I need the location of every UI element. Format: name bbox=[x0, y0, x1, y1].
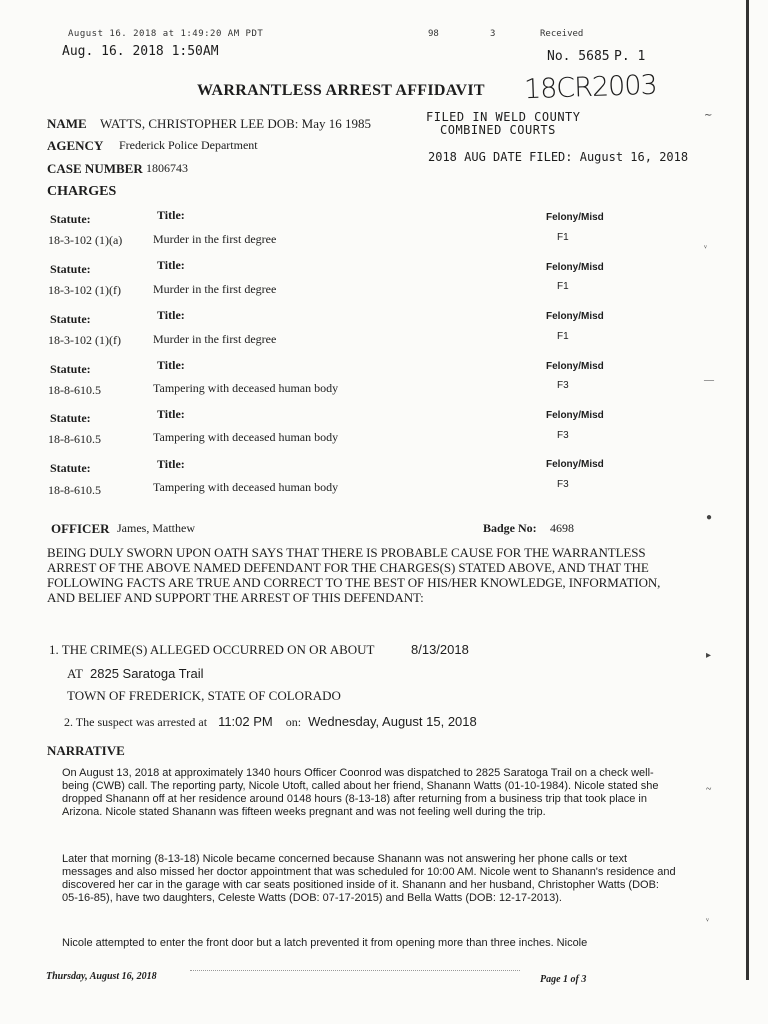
filed-stamp-line2: COMBINED COURTS bbox=[440, 123, 556, 137]
fax-header-mid2: 3 bbox=[490, 29, 496, 39]
statute-label: Statute: bbox=[50, 312, 91, 326]
statute-value: 18-3-102 (1)(a) bbox=[48, 233, 123, 247]
arrest-date: Wednesday, August 15, 2018 bbox=[308, 714, 477, 729]
arrest-time: 11:02 PM bbox=[218, 714, 273, 729]
narrative-paragraph: Nicole attempted to enter the front door but a latch prevented it from opening more than three inches. Nicole bbox=[62, 937, 588, 949]
crime-occurred-label: 1. THE CRIME(S) ALLEGED OCCURRED ON OR ABOUT bbox=[49, 642, 375, 657]
at-label: AT bbox=[67, 666, 83, 681]
scan-speck: ~ bbox=[706, 784, 712, 795]
document-title: WARRANTLESS ARREST AFFIDAVIT bbox=[197, 82, 485, 99]
title-label: Title: bbox=[157, 407, 185, 421]
charge-class: F3 bbox=[557, 479, 569, 490]
case-number-value: 1806743 bbox=[146, 161, 188, 175]
footer-date: Thursday, August 16, 2018 bbox=[46, 971, 157, 982]
case-number-label: CASE NUMBER bbox=[47, 161, 143, 176]
crime-town: TOWN OF FREDERICK, STATE OF COLORADO bbox=[67, 688, 341, 703]
charge-title: Tampering with deceased human body bbox=[153, 381, 339, 395]
scan-speck: ᵛ bbox=[706, 916, 709, 927]
fax-date-time: Aug. 16. 2018 1:50AM bbox=[62, 44, 219, 59]
agency-label: AGENCY bbox=[47, 138, 104, 153]
badge-label: Badge No: bbox=[483, 521, 537, 535]
fax-header-cut-text: August 16. 2018 at 1:49:20 AM PDT bbox=[68, 29, 264, 39]
fax-number: No. 5685 bbox=[547, 49, 610, 64]
charge-title: Tampering with deceased human body bbox=[153, 480, 339, 494]
fax-page: P. 1 bbox=[614, 49, 646, 64]
narrative-paragraph: Later that morning (8-13-18) Nicole became concerned because Shanann was not answering her phone calls or text messages and also missed her doctor appointment that was scheduled for 10:00 AM. Nicole went to Shanann's residence and discovered her car in the garage with car seats positioned inside of it. Shanann and her husband, Christopher Watts (DOB: 05-16-85), have two daughters, Celeste Watts (DOB: 07-17-2015) and Bella Watts (DOB: 12-17-2013). bbox=[62, 853, 676, 904]
name-value: WATTS, CHRISTOPHER LEE DOB: May 16 1985 bbox=[100, 116, 371, 131]
arrest-text: 2. The suspect was arrested at bbox=[64, 715, 208, 729]
title-label: Title: bbox=[157, 358, 185, 372]
filed-stamp-line1: FILED IN WELD COUNTY bbox=[426, 110, 581, 124]
narrative-heading: NARRATIVE bbox=[47, 743, 125, 758]
badge-number: 4698 bbox=[550, 521, 574, 535]
handwritten-case-number: 18CR2003 bbox=[523, 69, 658, 106]
scan-edge-line bbox=[746, 0, 749, 980]
felony-misd-label: Felony/Misd bbox=[546, 361, 604, 372]
date-filed-stamp: 2018 AUG DATE FILED: August 16, 2018 bbox=[428, 150, 689, 164]
charges-heading: CHARGES bbox=[47, 184, 117, 199]
charge-class: F1 bbox=[557, 331, 569, 342]
charge-class: F3 bbox=[557, 380, 569, 391]
name-label: NAME bbox=[47, 116, 87, 131]
title-label: Title: bbox=[157, 308, 185, 322]
fax-header-received: Received bbox=[540, 29, 584, 39]
charge-title: Tampering with deceased human body bbox=[153, 430, 339, 444]
felony-misd-label: Felony/Misd bbox=[546, 410, 604, 421]
scan-speck: ᵛ bbox=[704, 243, 707, 254]
title-label: Title: bbox=[157, 208, 185, 222]
scan-speck: — bbox=[704, 375, 714, 386]
charge-title: Murder in the first degree bbox=[153, 332, 277, 346]
narrative-paragraph: On August 13, 2018 at approximately 1340 hours Officer Coonrod was dispatched to 2825 Saratoga Trail on a check well-being (CWB) call. The reporting party, Nicole Utoft, called about her friend, Shanann Watts (01-10-1984). Nicole stated she dropped Shanann off at her residence around 0148 hours (8-13-18) after returning from a business trip that took place in Arizona. Nicole stated Shanann was fifteen weeks pregnant and was not feeling well during the trip. bbox=[62, 767, 659, 818]
charge-class: F3 bbox=[557, 430, 569, 441]
crime-address: 2825 Saratoga Trail bbox=[90, 666, 204, 681]
officer-name: James, Matthew bbox=[117, 521, 195, 535]
arrest-line bbox=[64, 714, 477, 730]
statute-label: Statute: bbox=[50, 461, 91, 475]
statute-label: Statute: bbox=[50, 362, 91, 376]
title-label: Title: bbox=[157, 457, 185, 471]
statute-value: 18-8-610.5 bbox=[48, 432, 101, 446]
scan-speck: ▸ bbox=[706, 650, 712, 661]
statute-label: Statute: bbox=[50, 212, 91, 226]
officer-label: OFFICER bbox=[51, 521, 110, 536]
title-label: Title: bbox=[157, 258, 185, 272]
charge-class: F1 bbox=[557, 232, 569, 243]
footer-divider bbox=[190, 970, 520, 971]
statute-value: 18-8-610.5 bbox=[48, 483, 101, 497]
scan-speck: ∼ bbox=[704, 110, 713, 121]
fax-header-mid: 98 bbox=[428, 29, 439, 39]
felony-misd-label: Felony/Misd bbox=[546, 212, 604, 223]
statute-value: 18-3-102 (1)(f) bbox=[48, 283, 121, 297]
scan-speck: ● bbox=[706, 512, 713, 523]
charge-class: F1 bbox=[557, 281, 569, 292]
felony-misd-label: Felony/Misd bbox=[546, 311, 604, 322]
statute-value: 18-8-610.5 bbox=[48, 383, 101, 397]
agency-value: Frederick Police Department bbox=[119, 138, 258, 152]
felony-misd-label: Felony/Misd bbox=[546, 459, 604, 470]
sworn-statement: BEING DULY SWORN UPON OATH SAYS THAT THERE IS PROBABLE CAUSE FOR THE WARRANTLESS ARREST OF THE ABOVE NAMED DEFENDANT FOR THE CHARGES(S) STATED ABOVE, AND THAT THE FOLLOWING FACTS ARE TRUE AND CORRECT TO THE BEST OF HIS/HER KNOWLEDGE, INFORMATION, AND BELIEF AND SUPPORT THE ARREST OF THIS DEFENDANT: bbox=[47, 545, 661, 605]
arrest-on-label: on: bbox=[285, 715, 302, 729]
statute-label: Statute: bbox=[50, 411, 91, 425]
footer-page-number: Page 1 of 3 bbox=[540, 974, 587, 985]
crime-date: 8/13/2018 bbox=[411, 642, 469, 657]
statute-label: Statute: bbox=[50, 262, 91, 276]
felony-misd-label: Felony/Misd bbox=[546, 262, 604, 273]
charge-title: Murder in the first degree bbox=[153, 282, 277, 296]
charge-title: Murder in the first degree bbox=[153, 232, 277, 246]
statute-value: 18-3-102 (1)(f) bbox=[48, 333, 121, 347]
